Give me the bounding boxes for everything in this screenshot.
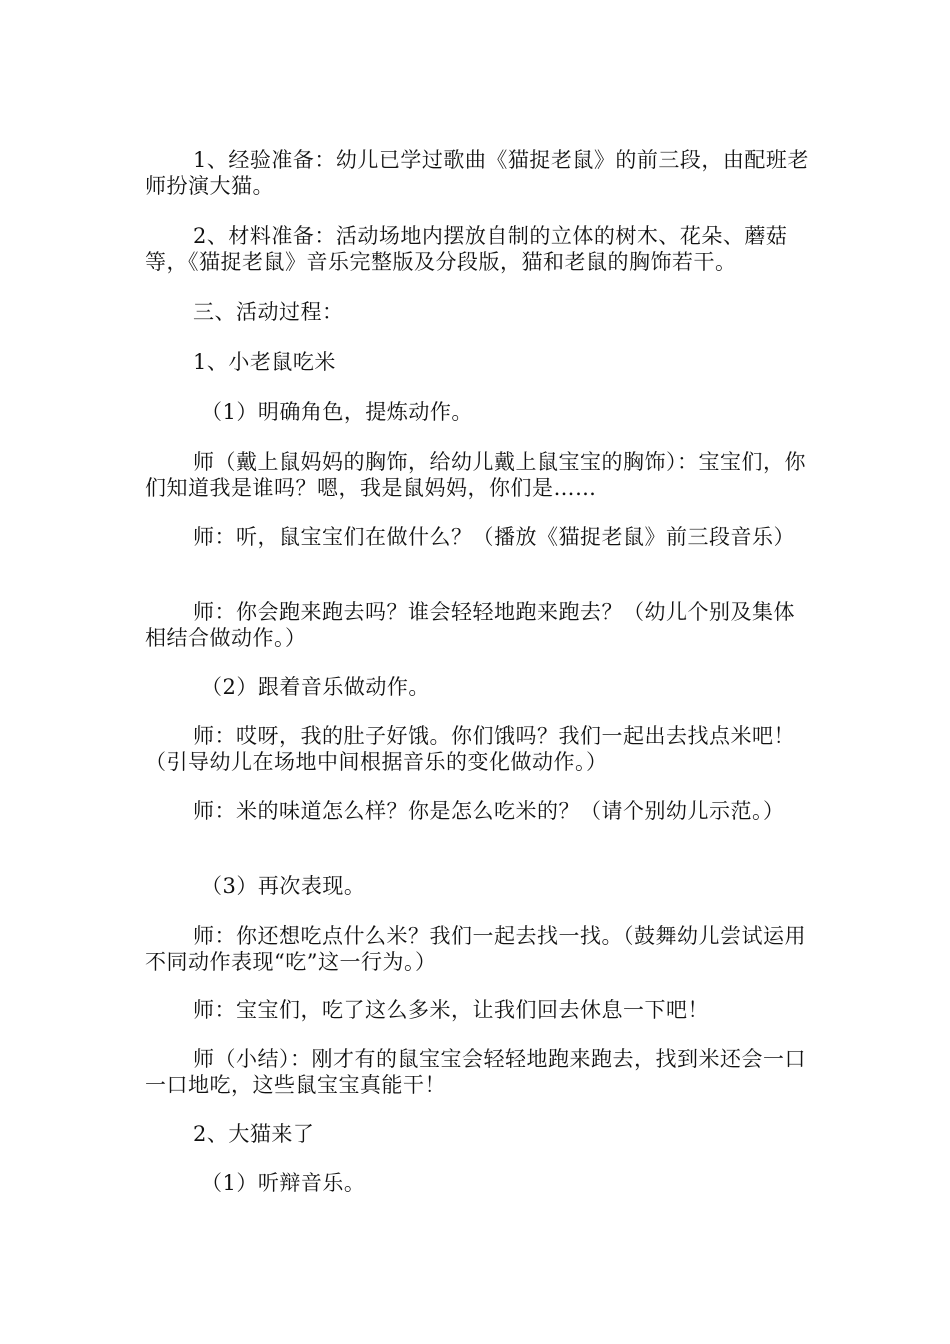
step-heading-2: （2）跟着音乐做动作。	[201, 675, 430, 699]
paragraph-teacher-taste: 师：米的味道怎么样？你是怎么吃米的？（请个别幼儿示范。）	[193, 799, 785, 823]
subsection-heading-mouse-eats-rice: 1、小老鼠吃米	[193, 350, 336, 374]
paragraph-teacher-rest: 师：宝宝们，吃了这么多米，让我们回去休息一下吧！	[193, 998, 709, 1022]
step-heading-1: （1）明确角色，提炼动作。	[201, 400, 473, 424]
paragraph-teacher-hungry: 师：哎呀，我的肚子好饿。你们饿吗？我们一起出去找点米吧！（引导幼儿在场地中间根据音乐的变化做动作。）	[145, 724, 795, 774]
paragraph-teacher-run: 师：你会跑来跑去吗？谁会轻轻地跑来跑去？（幼儿个别及集体相结合做动作。）	[145, 600, 795, 650]
paragraph-experience-prep: 1、经验准备：幼儿已学过歌曲《猫捉老鼠》的前三段，由配班老师扮演大猫。	[145, 148, 809, 198]
step-heading-3: （3）再次表现。	[201, 874, 366, 898]
paragraph-teacher-more-rice: 师：你还想吃点什么米？我们一起去找一找。（鼓舞幼儿尝试运用不同动作表现“吃”这一行为。）	[145, 924, 806, 974]
section-heading-activity-process: 三、活动过程：	[193, 300, 344, 324]
subsection-heading-big-cat: 2、大猫来了	[193, 1122, 315, 1146]
paragraph-teacher-intro: 师（戴上鼠妈妈的胸饰，给幼儿戴上鼠宝宝的胸饰）：宝宝们，你们知道我是谁吗？嗯，我是鼠妈妈，你们是……	[145, 450, 806, 500]
paragraph-teacher-listen: 师：听，鼠宝宝们在做什么？（播放《猫捉老鼠》前三段音乐）	[193, 525, 795, 549]
paragraph-teacher-summary: 师（小结）：刚才有的鼠宝宝会轻轻地跑来跑去，找到米还会一口一口地吃，这些鼠宝宝真能干！	[145, 1047, 806, 1097]
paragraph-material-prep: 2、材料准备：活动场地内摆放自制的立体的树木、花朵、蘑菇等，《猫捉老鼠》音乐完整版及分段版，猫和老鼠的胸饰若干。	[145, 224, 788, 274]
step-heading-listen: （1）听辩音乐。	[201, 1171, 366, 1195]
